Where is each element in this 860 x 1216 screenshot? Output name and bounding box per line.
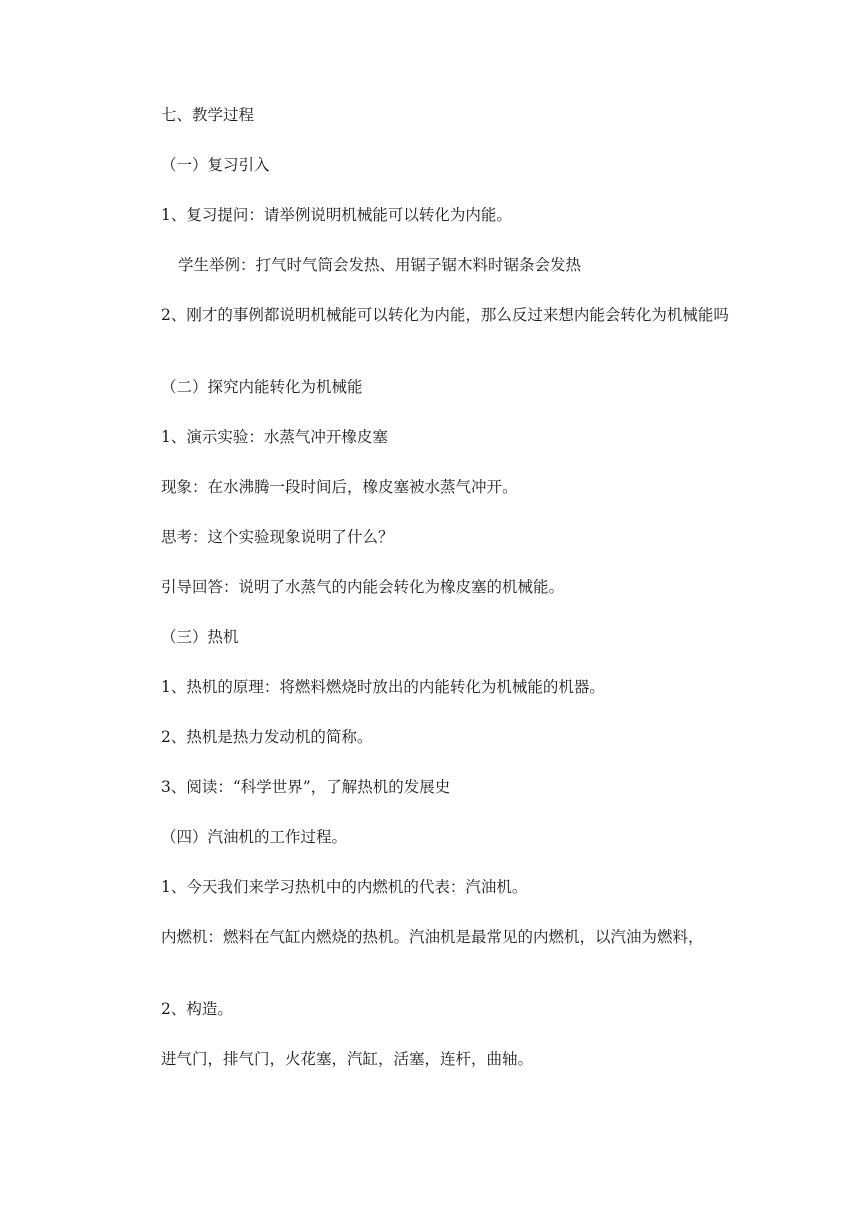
paragraph: 1、热机的原理：将燃料燃烧时放出的内能转化为机械能的机器。: [161, 678, 605, 696]
paragraph: 学生举例：打气时气筒会发热、用锯子锯木料时锯条会发热: [178, 256, 582, 274]
paragraph: 2、刚才的事例都说明机械能可以转化为内能，那么反过来想内能会转化为机械能吗: [161, 306, 729, 324]
paragraph: 引导回答：说明了水蒸气的内能会转化为橡皮塞的机械能。: [161, 578, 565, 596]
paragraph: 进气门，排气门，火花塞，汽缸，活塞，连杆，曲轴。: [161, 1050, 534, 1068]
paragraph: 1、今天我们来学习热机中的内燃机的代表：汽油机。: [161, 878, 528, 896]
paragraph: 1、复习提问：请举例说明机械能可以转化为内能。: [161, 206, 512, 224]
section-heading: 七、教学过程: [161, 106, 255, 124]
paragraph: 2、构造。: [161, 1000, 233, 1018]
paragraph: 思考：这个实验现象说明了什么？: [161, 528, 394, 546]
paragraph: 1、演示实验：水蒸气冲开橡皮塞: [161, 428, 388, 446]
subsection-heading: （二）探究内能转化为机械能: [161, 378, 363, 396]
subsection-heading: （四）汽油机的工作过程。: [161, 828, 348, 846]
subsection-heading: （三）热机: [161, 628, 239, 646]
paragraph: 现象：在水沸腾一段时间后，橡皮塞被水蒸气冲开。: [161, 478, 518, 496]
paragraph: 内燃机：燃料在气缸内燃烧的热机。汽油机是最常见的内燃机，以汽油为燃料，: [161, 928, 704, 946]
subsection-heading: （一）复习引入: [161, 156, 270, 174]
paragraph: 3、阅读：“科学世界”，了解热机的发展史: [161, 778, 451, 796]
paragraph: 2、热机是热力发动机的简称。: [161, 728, 373, 746]
